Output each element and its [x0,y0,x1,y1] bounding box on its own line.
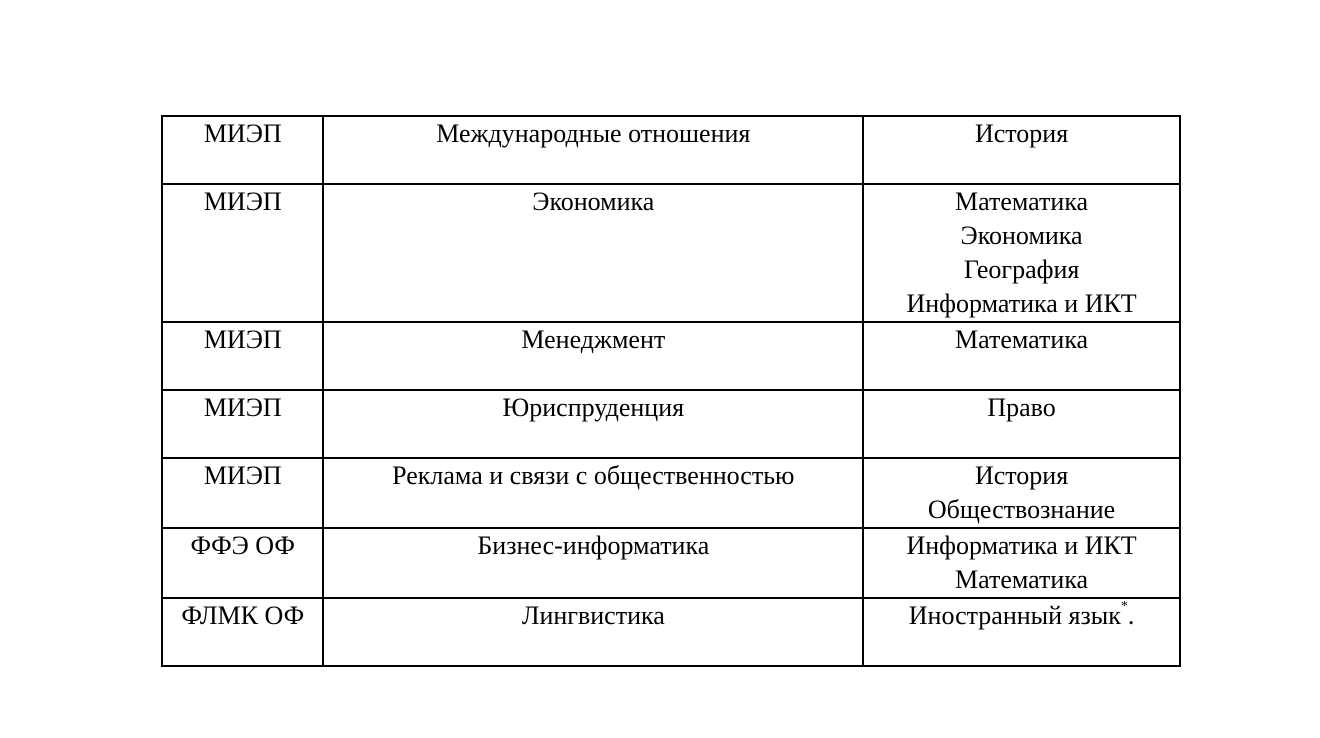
faculty-cell [162,322,323,390]
faculty-cell [162,528,323,598]
direction-cell [323,390,863,458]
subject-text: Информатика и ИКТ [906,289,1137,318]
faculty-cell [162,116,323,184]
subject-text: История [974,461,1069,490]
direction-text: Лингвистика [521,601,665,630]
table-row [162,184,1180,322]
subject-text: История [974,119,1069,148]
table-row [162,528,1180,598]
direction-text: Бизнес-информатика [477,531,710,560]
faculty-text: ФФЭ ОФ [190,531,295,560]
subject-text: Обществознание [927,495,1116,524]
direction-text: Международные отношения [436,119,751,148]
subjects-cell [863,528,1180,598]
subject-text: Экономика [960,221,1083,250]
direction-text: Юриспруденция [502,393,685,422]
faculty-cell [162,390,323,458]
table-row [162,116,1180,184]
subjects-cell [863,116,1180,184]
direction-cell [323,458,863,528]
faculty-text: МИЭП [203,187,282,216]
subject-line [868,599,1175,633]
subject-text: Математика [955,187,1089,216]
table-row [162,458,1180,528]
faculty-text: МИЭП [203,461,282,490]
direction-cell [323,116,863,184]
direction-cell [323,528,863,598]
subjects-cell [863,390,1180,458]
subject-text: Информатика и ИКТ [906,531,1137,560]
direction-text: Менеджмент [521,325,666,354]
faculty-text: МИЭП [203,393,282,422]
direction-cell [323,184,863,322]
subjects-cell [863,184,1180,322]
faculty-cell [162,458,323,528]
faculty-text: МИЭП [203,325,282,354]
faculty-cell [162,598,323,666]
subject-text: Право [987,393,1056,422]
faculty-cell [162,184,323,322]
faculty-text: ФЛМК ОФ [181,601,305,630]
subjects-cell [863,458,1180,528]
table-row [162,322,1180,390]
subject-text: География [963,255,1080,284]
subject-text: Математика [955,325,1089,354]
footnote-trailing: . [1127,601,1135,630]
subject-text: Математика [955,565,1089,594]
direction-cell [323,598,863,666]
table-row [162,390,1180,458]
footnote-marker: * [1120,599,1128,615]
subjects-cell [863,322,1180,390]
direction-cell [323,322,863,390]
direction-text: Экономика [532,187,655,216]
table-row [162,598,1180,666]
subject-text: Иностранный язык [908,601,1121,630]
admission-subjects-table [161,115,1181,667]
direction-text: Реклама и связи с общественностью [392,461,795,490]
subjects-cell [863,598,1180,666]
faculty-text: МИЭП [203,119,282,148]
